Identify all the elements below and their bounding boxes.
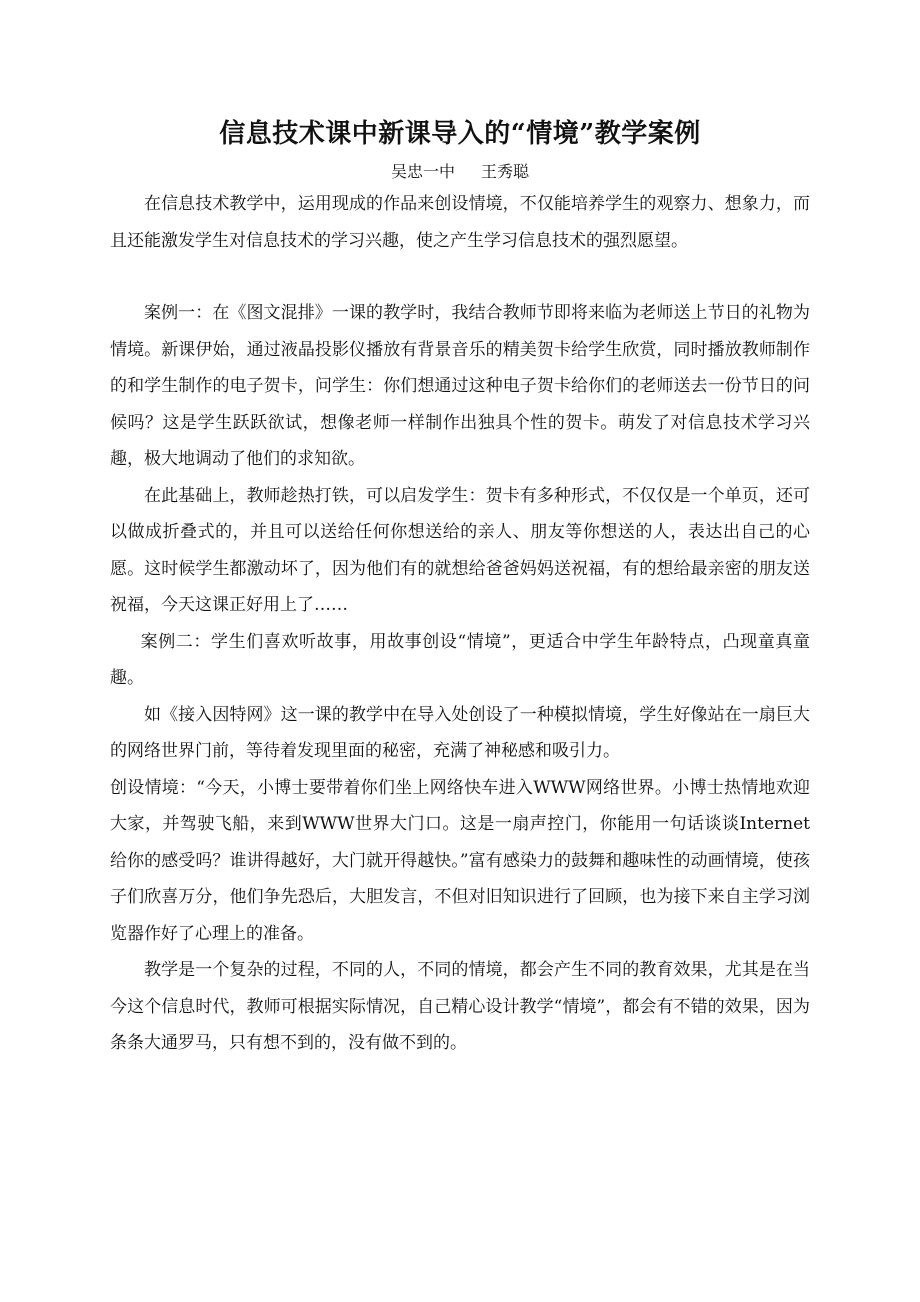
paragraph-case-two: 案例二：学生们喜欢听故事，用故事创设“情境”，更适合中学生年龄特点，凸现童真童趣。 [110,631,810,688]
author-school: 吴忠一中 [390,162,455,181]
author-line [0,160,920,184]
paragraph-case-one-followup: 在此基础上，教师趁热打铁，可以启发学生：贺卡有多种形式，不仅仅是一个单页，还可以做成折叠式的，并且可以送给任何你想送给的亲人、朋友等你想送的人，表达出自己的心愿。这时候学生都激动坏了，因为他们有的就想给爸爸妈妈送祝福，有的想给最亲密的朋友送祝福，今天这课正好用上了…… [110,485,810,615]
paragraph-create-situation: 创设情境：“今天，小博士要带着你们坐上网络快车进入WWW网络世界。小博士热情地欢迎大家，并驾驶飞船，来到WWW世界大门口。这是一扇声控门，你能用一句话谈谈Internet给你的感受吗？谁讲得越好，大门就开得越快。”富有感染力的鼓舞和趣味性的动画情境，使孩子们欣喜万分，他们争先恐后，大胆发言，不但对旧知识进行了回顾，也为接下来自主学习浏览器作好了心理上的准备。 [110,777,810,944]
paragraph-spacer [110,259,810,295]
paragraph-intro: 在信息技术教学中，运用现成的作品来创设情境，不仅能培养学生的观察力、想象力，而且还能激发学生对信息技术的学习兴趣，使之产生学习信息技术的强烈愿望。 [110,194,810,251]
author-name: 王秀聪 [481,162,530,181]
paragraph-conclusion: 教学是一个复杂的过程，不同的人，不同的情境，都会产生不同的教育效果，尤其是在当今这个信息时代，教师可根据实际情况，自己精心设计教学“情境”，都会有不错的效果，因为条条大通罗马，只有想不到的，没有做不到的。 [110,960,810,1053]
document-title: 信息技术课中新课导入的“情境”教学案例 [219,119,701,149]
paragraph-internet-lesson: 如《接入因特网》这一课的教学中在导入处创设了一种模拟情境，学生好像站在一扇巨大的网络世界门前，等待着发现里面的秘密，充满了神秘感和吸引力。 [110,704,810,761]
paragraph-case-one: 案例一：在《图文混排》一课的教学时，我结合教师节即将来临为老师送上节日的礼物为情境。新课伊始，通过液晶投影仪播放有背景音乐的精美贺卡给学生欣赏，同时播放教师制作的和学生制作的电子贺卡，问学生：你们想通过这种电子贺卡给你们的老师送去一份节日的问候吗？这是学生跃跃欲试，想像老师一样制作出独具个性的贺卡。萌发了对信息技术学习兴趣，极大地调动了他们的求知欲。 [110,303,810,469]
document-body [110,186,810,1062]
